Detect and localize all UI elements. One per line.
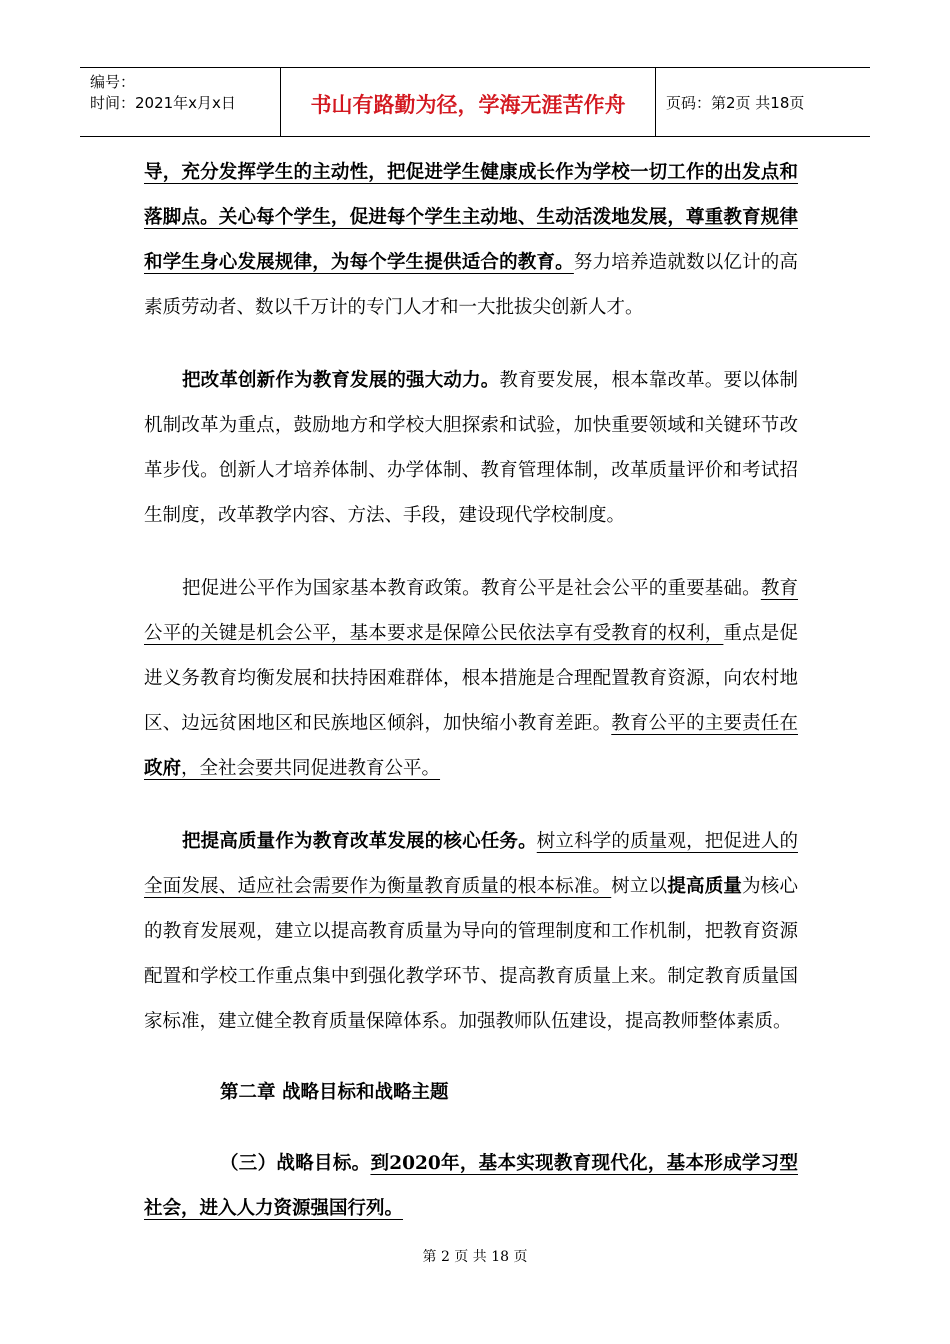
bold-underlined-text: 导，充分发挥学生的主动性，把促进学生健康成长作为学校一切工作的出发点和落脚点。关心每个学生，促进每个学生主动地、生动活泼地发展，尊重教育规律和学生身心发展规律，为每个学生提供适合的教育。 xyxy=(144,162,798,273)
paragraph-quality xyxy=(144,819,798,1044)
bold-underlined-text: 政府 xyxy=(144,758,182,779)
header-motto: 书山有路勤为径，学海无涯苦作舟 xyxy=(280,68,656,136)
chapter-heading: 第二章 战略目标和战略主题 xyxy=(220,1082,449,1103)
underlined-text: 树立科学的质量观，把促进人的全面发展、适应社会需要作为衡量教育质量的根本标准。 xyxy=(144,831,798,897)
page-footer: 第 2 页 共 18 页 xyxy=(422,1249,528,1265)
plain-text: 教育要发展，根本靠改革。要以体制机制改革为重点，鼓励地方和学校大胆探索和试验，加快重要领域和关键环节改革步伐。创新人才培养体制、办学体制、教育管理体制，改革质量评价和考试招生制度，改革教学内容、方法、手段，建设现代学校制度。 xyxy=(144,370,798,526)
bold-underlined-text: 到2020年，基本实现教育现代化，基本形成学习型社会，进入人力资源强国行列。 xyxy=(144,1153,798,1219)
paragraph-fairness xyxy=(144,566,798,791)
document-date-label: 时间：2021年x月x日 xyxy=(90,94,236,112)
paragraph-reform-innovation xyxy=(144,358,798,538)
plain-text: 把促进公平作为国家基本教育政策。教育公平是社会公平的重要基础。 xyxy=(182,578,761,599)
underlined-text: ，全社会要共同促进教育公平。 xyxy=(181,758,441,779)
document-number-label: 编号： xyxy=(90,73,136,91)
plain-text: 重点是促进义务教育均衡发展和扶持困难群体，根本措施是合理配置教育资源，向农村地区、边远贫困地区和民族地区倾斜，加快缩小教育差距。 xyxy=(144,623,798,734)
bold-lead: （三）战略目标。 xyxy=(220,1153,371,1174)
bold-lead: 把提高质量作为教育改革发展的核心任务。 xyxy=(182,831,537,852)
bold-lead: 把改革创新作为教育发展的强大动力。 xyxy=(182,370,500,391)
header-meta-cell xyxy=(80,68,280,136)
bold-text: 提高质量 xyxy=(667,876,743,897)
page-header xyxy=(80,67,870,137)
header-page-info: 页码：第2页 共18页 xyxy=(666,93,805,112)
underlined-text: 教育公平的主要责任在 xyxy=(611,713,798,734)
plain-text: 为核心的教育发展观，建立以提高教育质量为导向的管理制度和工作机制，把教育资源配置和学校工作重点集中到强化教学环节、提高教育质量上来。制定教育质量国家标准，建立健全教育质量保障体系。加强教师队伍建设，提高教师整体素质。 xyxy=(144,876,798,1032)
plain-text: 努力培养造就数以亿计的高素质劳动者、数以千万计的专门人才和一大批拔尖创新人才。 xyxy=(144,252,798,318)
plain-text: 树立以 xyxy=(611,876,668,897)
paragraph-student-growth xyxy=(144,150,798,330)
document-body xyxy=(144,150,798,1231)
underlined-text: 教育公平的关键是机会公平，基本要求是保障公民依法享有受教育的权利， xyxy=(144,578,798,644)
paragraph-strategic-goal xyxy=(144,1141,798,1231)
